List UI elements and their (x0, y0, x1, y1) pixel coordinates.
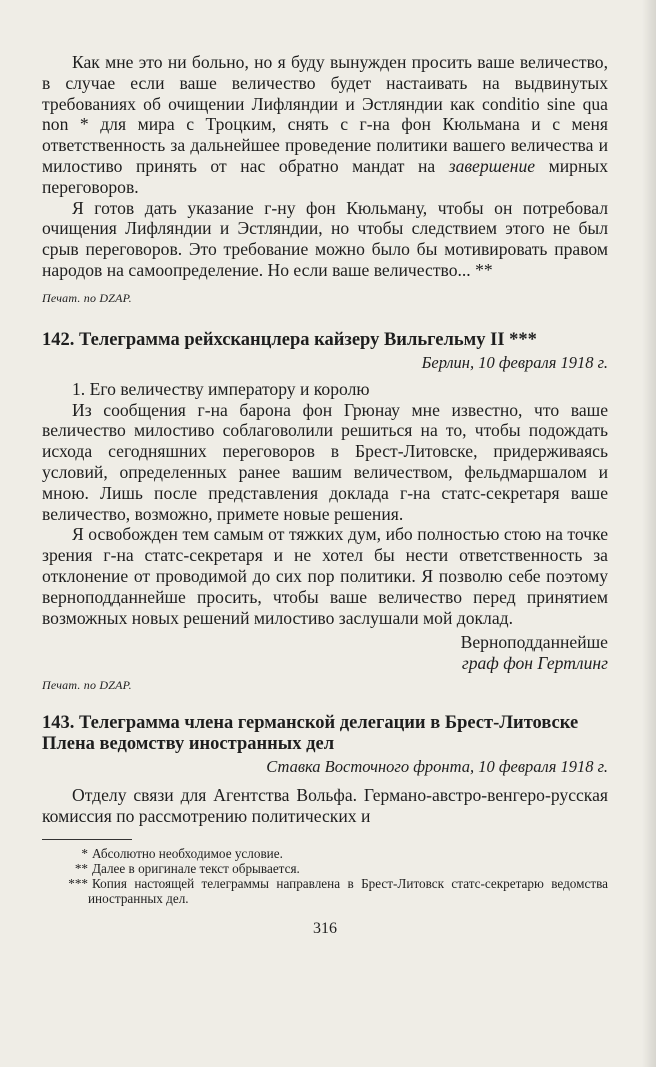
paragraph (42, 52, 608, 198)
paragraph: Я освобожден тем самым от тяжких дум, ибо полностью стою на точке зрения г-на статс-секретаря и не хотел бы нести ответственность за отклонение от проводимой до сих пор политики. Я позволю себе поэтому верноподданнейше просить, чтобы ваше величество перед принятием возможных новых решений милостиво заслушали мой доклад. (42, 524, 608, 628)
address-line: 1. Его величеству императору и королю (72, 378, 370, 399)
place-date: Берлин, 10 февраля 1918 г. (421, 352, 608, 372)
place-date: Ставка Восточного фронта, 10 февраля 1918 г. (266, 756, 608, 776)
footnote-text: Далее в оригинале текст обрывается. (92, 860, 300, 876)
document-title: 142. Телеграмма рейхсканцлера кайзеру Вильгельму II *** (42, 329, 537, 350)
source-note: Печат. по DZAP. (42, 677, 132, 692)
paragraph: Я готов дать указание г-ну фон Кюльману, чтобы он потребовал очищения Лифляндии и Эстляндии, но чтобы следствием этого не был срыв переговоров. Это требование можно было бы мотивировать правом народов на самоопределение. Но если ваше величество... ** (42, 197, 608, 280)
footnote (42, 861, 608, 876)
source-note: Печат. по DZAP. (42, 290, 132, 305)
document-title: 143. Телеграмма члена германской делегации в Брест-Литовске Плена ведомству иностранных дел (42, 712, 579, 754)
footnote (42, 846, 608, 861)
signature (42, 632, 608, 674)
paragraph: Отделу связи для Агентства Вольфа. Германо-австро-венгеро-русская комиссия по рассмотрению политических и (42, 784, 608, 826)
paragraph-text: Как мне это ни больно, но я буду вынужден просить ваше величество, в случае если ваше величество будет настаивать на выдвинутых требованиях об очищении Лифляндии и Эстляндии как conditio sine qua non * для мира с Троцким, снять с г-на фон Кюльмана и с меня ответственность за дальнейшее проведение политики вашего величества и милостиво принять от нас обратно мандат на (42, 52, 608, 176)
footnote-mark: * (81, 845, 88, 861)
emphasis-text: завершение (448, 155, 536, 176)
paragraph-text: мирных переговоров. (42, 155, 608, 197)
signature-closing: Верноподданнейше (460, 632, 608, 653)
footnote-divider (42, 839, 132, 840)
page-number: 316 (313, 919, 337, 937)
footnote-text: Абсолютно необходимое условие. (92, 845, 283, 861)
footnote-mark: *** (68, 875, 88, 891)
footnote (42, 876, 608, 906)
paragraph: Из сообщения г-на барона фон Грюнау мне известно, что ваше величество милостиво соблаговолили решиться на то, чтобы подождать исхода сегодняшних переговоров в Брест-Литовске, придерживаясь условий, определенных ранее вашим величеством, фельдмаршалом и мною. Лишь после представления доклада г-на статс-секретаря ваше величество, возможно, примете новые решения. (42, 399, 608, 524)
footnote-mark: ** (74, 860, 88, 876)
footnote-text: Копия настоящей телеграммы направлена в Брест-Литовск статс-секретарю ведомства иностранных дел. (88, 875, 608, 906)
signature-name: граф фон Гертлинг (461, 653, 608, 674)
